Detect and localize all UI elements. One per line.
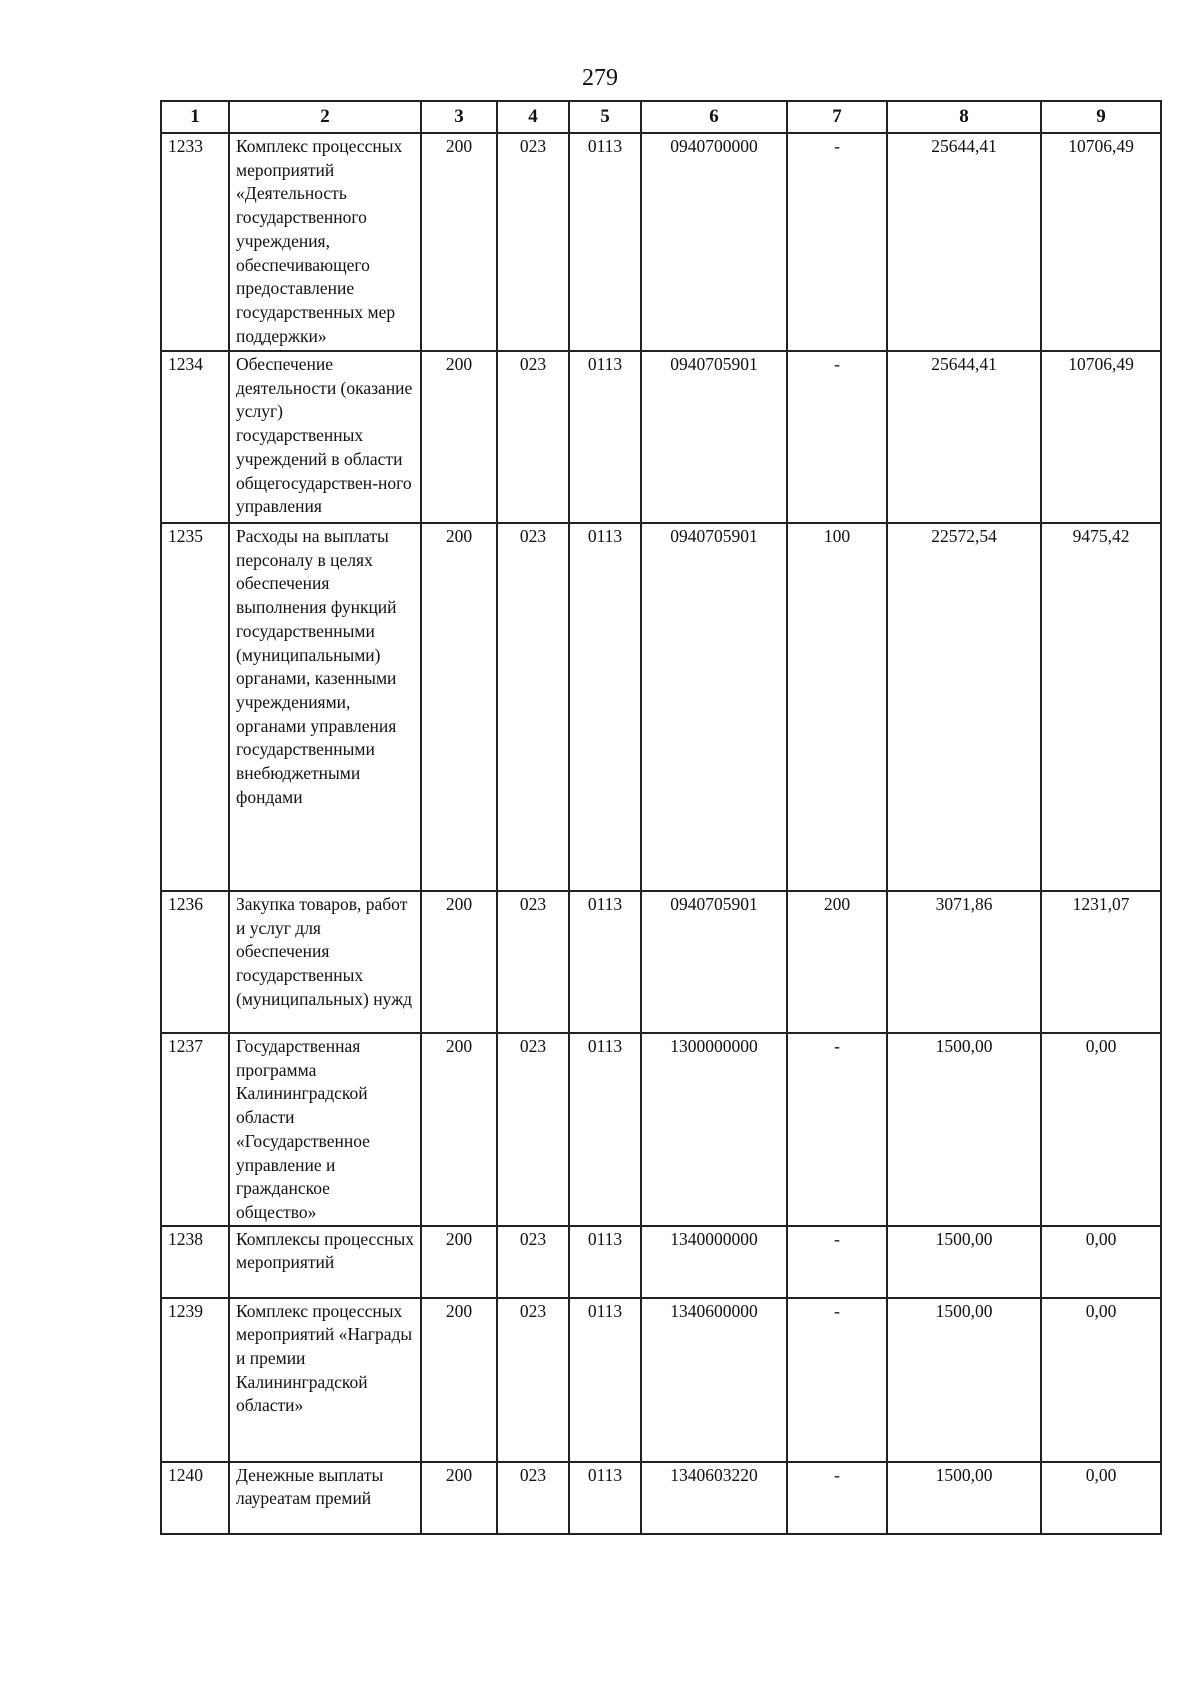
cell-col4: 023 [497,523,569,891]
cell-col7: - [787,351,887,523]
cell-col3: 200 [421,1226,497,1298]
cell-col6: 0940700000 [641,133,787,351]
cell-col8: 3071,86 [887,891,1041,1033]
row-name: Комплекс процессных мероприятий «Награды и премии Калининградской области» [229,1298,421,1462]
page-number: 279 [582,65,618,91]
cell-col8: 1500,00 [887,1298,1041,1462]
cell-col5: 0113 [569,523,641,891]
cell-col6: 0940705901 [641,523,787,891]
budget-table [160,100,1162,1535]
cell-col9: 10706,49 [1041,351,1161,523]
row-number: 1233 [161,133,229,351]
cell-col4: 023 [497,1226,569,1298]
cell-col3: 200 [421,133,497,351]
cell-col8: 22572,54 [887,523,1041,891]
cell-col7: 100 [787,523,887,891]
cell-col5: 0113 [569,351,641,523]
table-row [161,133,1161,351]
column-header: 1 [161,101,229,133]
cell-col4: 023 [497,1298,569,1462]
table-row [161,891,1161,1033]
column-header: 2 [229,101,421,133]
cell-col3: 200 [421,1033,497,1226]
column-header: 6 [641,101,787,133]
row-name: Обеспечение деятельности (оказание услуг) государственных учреждений в области общегосударствен-ного управления [229,351,421,523]
cell-col5: 0113 [569,1462,641,1534]
cell-col4: 023 [497,133,569,351]
cell-col9: 9475,42 [1041,523,1161,891]
cell-col6: 1340603220 [641,1462,787,1534]
table-row [161,351,1161,523]
header-row [161,101,1161,133]
cell-col8: 1500,00 [887,1462,1041,1534]
cell-col7: 200 [787,891,887,1033]
cell-col3: 200 [421,891,497,1033]
row-name: Денежные выплаты лауреатам премий [229,1462,421,1534]
row-name: Комплексы процессных мероприятий [229,1226,421,1298]
cell-col9: 0,00 [1041,1226,1161,1298]
column-header: 3 [421,101,497,133]
cell-col9: 10706,49 [1041,133,1161,351]
cell-col7: - [787,1033,887,1226]
row-number: 1238 [161,1226,229,1298]
cell-col5: 0113 [569,1033,641,1226]
cell-col9: 0,00 [1041,1298,1161,1462]
cell-col5: 0113 [569,1226,641,1298]
cell-col5: 0113 [569,133,641,351]
table-row [161,1033,1161,1226]
column-header: 8 [887,101,1041,133]
cell-col7: - [787,1462,887,1534]
cell-col6: 0940705901 [641,351,787,523]
row-number: 1234 [161,351,229,523]
cell-col4: 023 [497,891,569,1033]
row-name: Расходы на выплаты персоналу в целях обеспечения выполнения функций государственными (муниципальными) органами, казенными учреждениями, органами управления государственными внебюджетными фондами [229,523,421,891]
cell-col8: 1500,00 [887,1226,1041,1298]
cell-col9: 1231,07 [1041,891,1161,1033]
table-row [161,1298,1161,1462]
row-number: 1235 [161,523,229,891]
row-name: Закупка товаров, работ и услуг для обеспечения государственных (муниципальных) нужд [229,891,421,1033]
cell-col6: 1340600000 [641,1298,787,1462]
row-number: 1239 [161,1298,229,1462]
cell-col6: 1300000000 [641,1033,787,1226]
column-header: 9 [1041,101,1161,133]
cell-col7: - [787,1298,887,1462]
cell-col4: 023 [497,351,569,523]
row-number: 1236 [161,891,229,1033]
cell-col8: 25644,41 [887,351,1041,523]
row-name: Комплекс процессных мероприятий «Деятельность государственного учреждения, обеспечивающего предоставление государственных мер поддержки» [229,133,421,351]
row-number: 1237 [161,1033,229,1226]
column-header: 4 [497,101,569,133]
cell-col4: 023 [497,1033,569,1226]
cell-col3: 200 [421,351,497,523]
table-row [161,523,1161,891]
cell-col8: 25644,41 [887,133,1041,351]
table-row [161,1226,1161,1298]
row-name: Государственная программа Калининградской области «Государственное управление и гражданское общество» [229,1033,421,1226]
row-number: 1240 [161,1462,229,1534]
cell-col3: 200 [421,1298,497,1462]
cell-col7: - [787,1226,887,1298]
cell-col5: 0113 [569,1298,641,1462]
cell-col6: 1340000000 [641,1226,787,1298]
cell-col9: 0,00 [1041,1033,1161,1226]
cell-col9: 0,00 [1041,1462,1161,1534]
column-header: 5 [569,101,641,133]
cell-col7: - [787,133,887,351]
cell-col4: 023 [497,1462,569,1534]
table-row [161,1462,1161,1534]
cell-col5: 0113 [569,891,641,1033]
cell-col8: 1500,00 [887,1033,1041,1226]
cell-col3: 200 [421,1462,497,1534]
column-header: 7 [787,101,887,133]
cell-col6: 0940705901 [641,891,787,1033]
cell-col3: 200 [421,523,497,891]
